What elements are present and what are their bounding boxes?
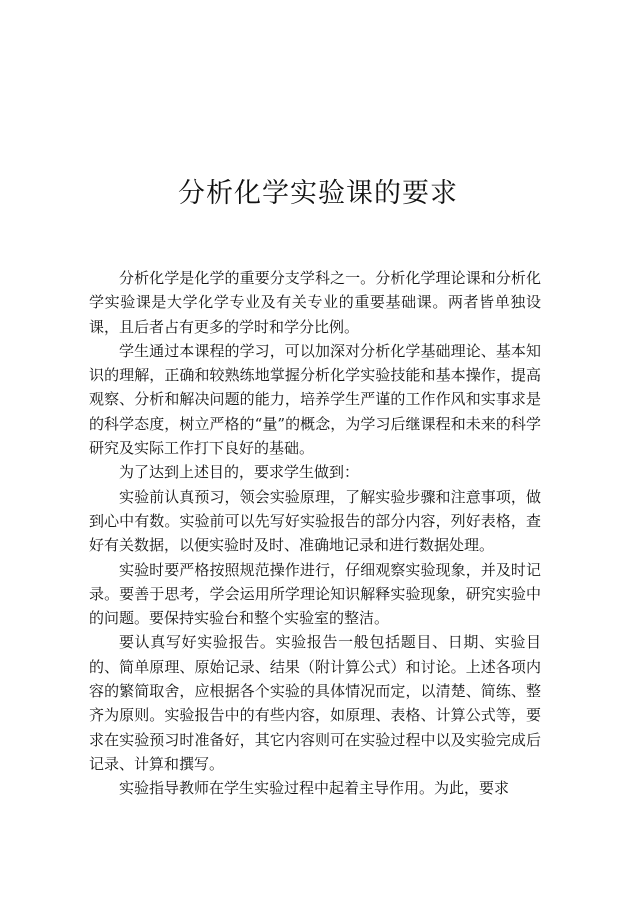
- page-title: 分析化学实验课的要求: [178, 178, 458, 209]
- paragraph-5: 实验时要严格按照规范操作进行，仔细观察实验现象，并及时记录。要善于思考，学会运用所学理论知识解释实验现象，研究实验中的问题。要保持实验台和整个实验室的整洁。: [89, 560, 541, 628]
- paragraph-7: 实验指导教师在学生实验过程中起着主导作用。为此，要求: [119, 779, 510, 798]
- paragraph-1: 分析化学是化学的重要分支学科之一。分析化学理论课和分析化学实验课是大学化学专业及有关专业的重要基础课。两者皆单独设课，且后者占有更多的学时和学分比例。: [89, 269, 541, 336]
- paragraph-4: 实验前认真预习，领会实验原理，了解实验步骤和注意事项，做到心中有数。实验前可以先写好实验报告的部分内容，列好表格，查好有关数据，以便实验时及时、准确地记录和进行数据处理。: [89, 487, 541, 555]
- paragraph-2: 学生通过本课程的学习，可以加深对分析化学基础理论、基本知识的理解，正确和较熟练地掌握分析化学实验技能和基本操作，提高观察、分析和解决问题的能力，培养学生严谨的工作作风和实事求是的科学态度，树立严格的“量”的概念，为学习后继课程和未来的科学研究及实际工作打下良好的基础。: [89, 341, 541, 458]
- body-text: [89, 266, 541, 801]
- paragraph-6: 要认真写好实验报告。实验报告一般包括题目、日期、实验目的、简单原理、原始记录、结果（附计算公式）和讨论。上述各项内容的繁简取舍，应根据各个实验的具体情况而定，以清楚、简练、整齐为原则。实验报告中的有些内容，如原理、表格、计算公式等，要求在实验预习时准备好，其它内容则可在实验过程中以及实验完成后记录、计算和撰写。: [89, 633, 541, 773]
- paragraph-3: 为了达到上述目的，要求学生做到：: [119, 463, 360, 482]
